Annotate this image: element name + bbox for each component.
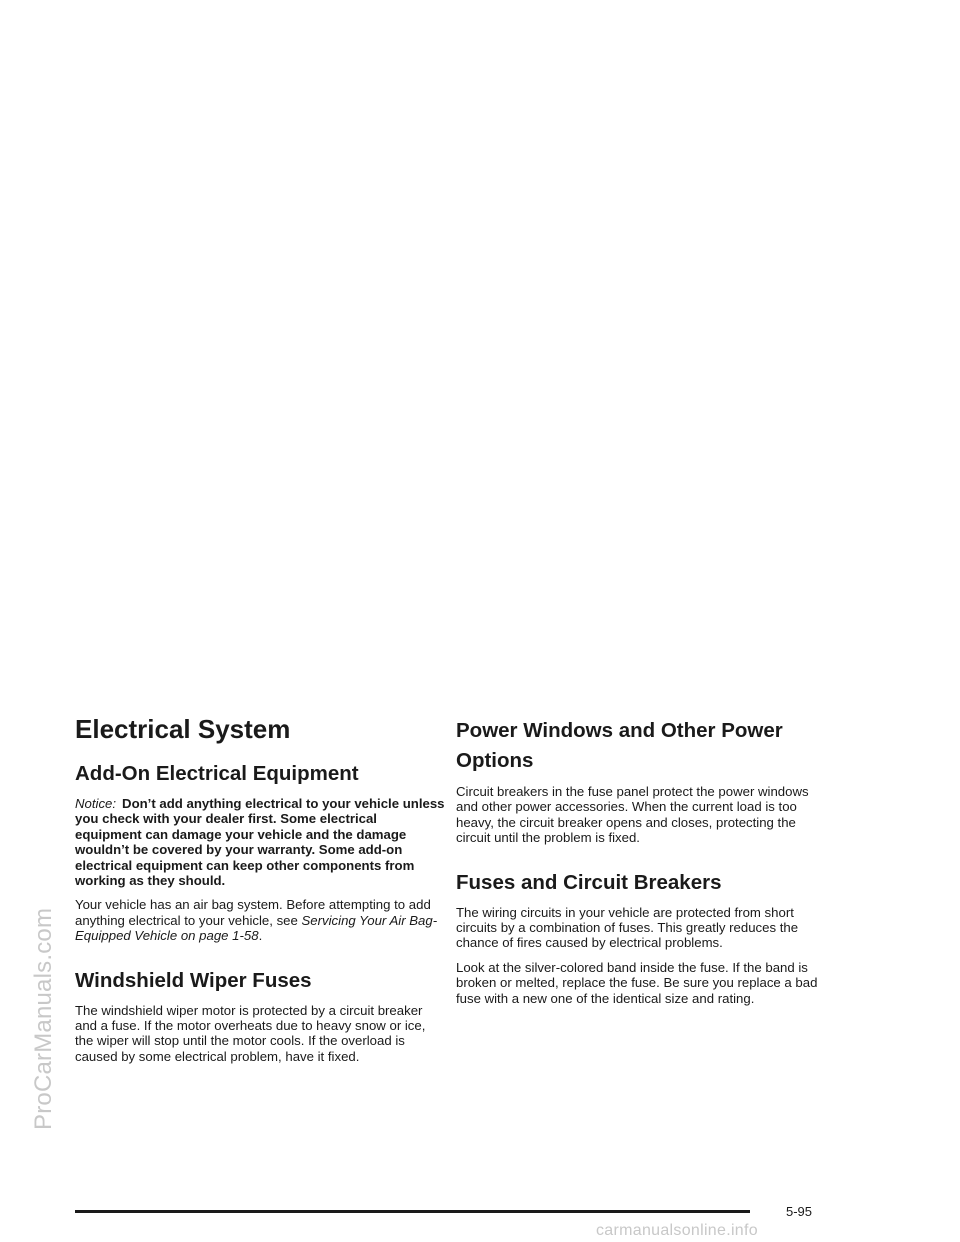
- footer-site: carmanualsonline.info: [596, 1222, 758, 1239]
- page-number: 5-95: [786, 1204, 813, 1219]
- watermark: [0, 0, 60, 1242]
- fuses-heading: Fuses and Circuit Breakers: [456, 870, 722, 894]
- airbag-reference-link[interactable]: Servicing Your Air Bag-Equipped Vehicle on page 1-58: [75, 912, 438, 944]
- notice-text: Don’t add anything electrical to your vehicle unless you check with your dealer first. Some electrical equipment can damage your vehicle and the damage wouldn’t be covered by your warranty. Some add-on electrical equipment can keep other components from working as they should.: [75, 796, 445, 889]
- wiper-paragraph: The windshield wiper motor is protected by a circuit breaker and a fuse. If the motor overheats due to heavy snow or ice, the wiper will stop until the motor cools. If the overload is caused by some electrical problem, have it fixed.: [75, 1002, 426, 1064]
- watermark-text: ProCarManuals.com: [30, 907, 57, 1130]
- power-paragraph: Circuit breakers in the fuse panel protect the power windows and other power accessories. When the current load is too heavy, the circuit breaker opens and closes, protecting the circuit until the problem is fixed.: [456, 784, 809, 846]
- fuses-paragraph-2: Look at the silver-colored band inside the fuse. If the band is broken or melted, replace the fuse. Be sure you replace a bad fuse with a new one of the identical size and rating.: [456, 959, 818, 1006]
- left-column: [75, 712, 445, 1073]
- fuses-paragraph-1: The wiring circuits in your vehicle are protected from short circuits by a combination of fuses. This greatly reduces the chance of fires caused by electrical problems.: [456, 904, 799, 951]
- footer-rule: [75, 1210, 750, 1213]
- power-heading: Power Windows and Other Power Options: [456, 719, 783, 772]
- airbag-text: Your vehicle has an air bag system. Before attempting to add anything electrical to your vehicle, see: [75, 897, 431, 928]
- wiper-heading: Windshield Wiper Fuses: [75, 968, 312, 992]
- airbag-end: .: [258, 928, 263, 944]
- notice-paragraph: [75, 796, 445, 888]
- right-column: [456, 712, 824, 1015]
- section-title: Electrical System: [75, 714, 291, 744]
- notice-label: Notice:: [75, 796, 117, 811]
- addon-heading: Add-On Electrical Equipment: [75, 762, 359, 785]
- airbag-paragraph: [75, 897, 445, 943]
